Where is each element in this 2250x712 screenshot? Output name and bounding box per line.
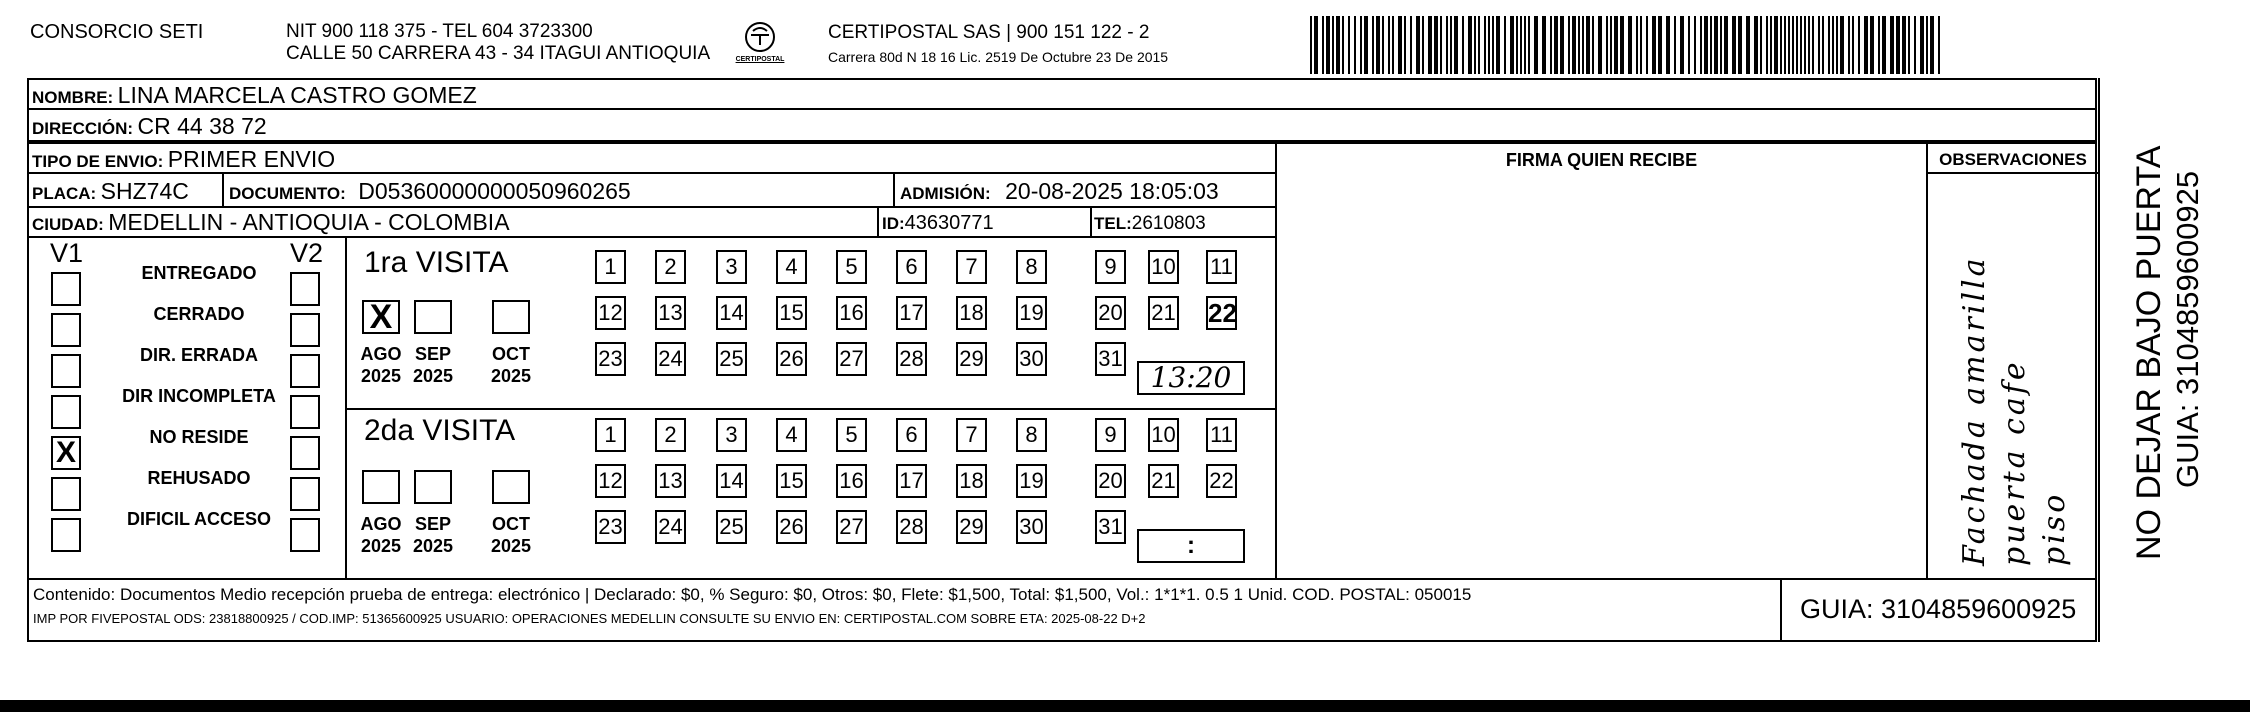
barcode-bar [1620,16,1624,74]
barcode-bar [1314,16,1318,74]
visit2-day-box[interactable]: 19 [1016,464,1047,498]
barcode-bar [1404,16,1406,74]
barcode-bar [1488,16,1490,74]
visit2-day-box[interactable]: 4 [776,418,807,452]
barcode-bar [1364,16,1368,74]
status-option-label: DIR. ERRADA [139,345,258,365]
visit2-day-box[interactable]: 31 [1095,510,1126,544]
visit2-day-box[interactable]: 24 [655,510,686,544]
barcode-bar [1732,16,1736,74]
barcode-bar [1474,16,1476,74]
barcode-bar [1710,16,1712,74]
visit2-day-box[interactable]: 8 [1016,418,1047,452]
barcode-bar [1812,16,1814,74]
row-line [1928,172,2100,174]
barcode-bar [1410,16,1412,74]
visit1-day-box[interactable]: 21 [1148,296,1179,330]
barcode-bar [1434,16,1438,74]
barcode-bar [1738,16,1742,74]
barcode-bar [1492,16,1494,74]
barcode-bar [1788,16,1790,74]
barcode-bar [1534,16,1538,74]
company-name: CONSORCIO SETI [30,21,204,43]
ciudad-label: CIUDAD: [32,215,104,234]
ciudad-value: MEDELLIN - ANTIOQUIA - COLOMBIA [108,209,510,235]
barcode-bar [1606,16,1608,74]
visit1-day-box[interactable]: 4 [776,250,807,284]
barcode-bar [1780,16,1782,74]
visit2-day-box[interactable]: 28 [896,510,927,544]
direccion-value: CR 44 38 72 [137,113,267,139]
barcode-bar [1484,16,1486,74]
visit2-day-box[interactable]: 29 [956,510,987,544]
visit1-day-box[interactable]: 6 [896,250,927,284]
barcode-bar [1550,16,1552,74]
barcode-bar [1416,16,1420,74]
visit1-day-box[interactable]: 13 [655,296,686,330]
barcode-bar [1582,16,1584,74]
barcode-bar [1714,16,1718,74]
status-option-label: NO RESIDE [149,427,249,447]
barcode-bar [1578,16,1580,74]
barcode-bar [1382,16,1384,74]
barcode-bar [1724,16,1728,74]
barcode-bar [1614,16,1618,74]
visit1-day-box[interactable]: 28 [896,342,927,376]
visit1-month-label [408,344,458,387]
visit1-day-box[interactable]: 2 [655,250,686,284]
barcode-bar [1882,16,1886,74]
barcode-bar [1852,16,1854,74]
barcode-bar [1398,16,1402,74]
signature-area[interactable] [1278,174,1924,576]
barcode-bar [1376,16,1380,74]
visit2-day-box[interactable]: 22 [1206,464,1237,498]
barcode-bar [1796,16,1798,74]
barcode-bar [1694,16,1696,74]
barcode-bar [1848,16,1850,74]
barcode-bar [1520,16,1522,74]
visit2-month-label [486,514,536,557]
barcode-bar [1446,16,1448,74]
visit1-month-name: SEP [414,344,452,364]
address-line: CALLE 50 CARRERA 43 - 34 ITAGUI ANTIOQUIA [286,43,711,64]
visit1-month-year: 2025 [490,365,532,386]
visit1-day-box[interactable]: 16 [836,296,867,330]
barcode-bar [1422,16,1424,74]
barcode-bar [1858,16,1860,74]
v1-checkbox[interactable] [51,272,81,306]
firma-label: FIRMA QUIEN RECIBE [1505,150,1698,170]
visit2-month-checkbox[interactable] [414,470,452,504]
barcode-bar [1746,16,1750,74]
visit2-month-name: OCT [492,514,530,534]
nombre-label: NOMBRE: [32,88,114,107]
status-option-label: CERRADO [153,304,245,324]
row-line [27,142,2097,144]
no-dejar-bajo-puerta: NO DEJAR BAJO PUERTA [2130,145,2168,560]
barcode-bar [1310,16,1312,74]
barcode-bar [1674,16,1676,74]
placa-label: PLACA: [32,184,97,203]
visit2-day-box[interactable]: 10 [1148,418,1179,452]
barcode-bar [1720,16,1722,74]
barcode-bar [1828,16,1830,74]
v2-label: V2 [290,238,324,268]
status-option-label: DIFICIL ACCESO [126,509,271,529]
visit2-month-year: 2025 [490,535,532,556]
col-line [345,236,347,578]
visit1-day-box[interactable]: 26 [776,342,807,376]
visit2-day-box[interactable]: 2 [655,418,686,452]
admision-value: 20-08-2025 18:05:03 [1005,178,1219,204]
barcode-bar [1568,16,1570,74]
side-guia: GUIA: 3104859600925 [2170,170,2205,488]
tipo-envio-value: PRIMER ENVIO [167,146,336,172]
barcode-bar [1792,16,1794,74]
barcode-bar [1360,16,1362,74]
visit1-month-name: AGO [360,344,402,364]
visit1-day-box[interactable]: 29 [956,342,987,376]
barcode-bar [1478,16,1480,74]
visit1-month-checkbox[interactable] [492,300,530,334]
barcode-bar [1914,16,1916,74]
visit1-day-box[interactable]: 23 [595,342,626,376]
visit1-day-box[interactable]: 17 [896,296,927,330]
barcode-bar [1646,16,1648,74]
v1-checkbox[interactable]: X [51,436,81,470]
footer-line1: Contenido: Documentos Medio recepción prueba de entrega: electrónico | Declarado: $0, % Seguro: $0, Otros: $0, Flete: $1,500, Total: $1,500, Vol.: 1*1*1. 0.5 1 Unid. COD. POSTAL: 050015 [33,585,1472,604]
row-line [27,236,1275,238]
visit1-day-box[interactable]: 20 [1095,296,1126,330]
status-option-label: REHUSADO [147,468,251,488]
barcode-bar [1496,16,1500,74]
visit2-month-label [408,514,458,557]
v2-checkbox[interactable] [290,436,320,470]
barcode-bar [1468,16,1472,74]
visit1-day-box[interactable]: 7 [956,250,987,284]
row-line [345,408,1275,410]
barcode-bar [1930,16,1934,74]
barcode-bar [1524,16,1526,74]
barcode-bar [1770,16,1772,74]
visit2-month-checkbox[interactable] [492,470,530,504]
visit1-day-box[interactable]: 9 [1095,250,1126,284]
v2-checkbox[interactable] [290,272,320,306]
col-line [1780,578,1782,642]
visit2-day-box[interactable]: 16 [836,464,867,498]
barcode-bar [1342,16,1344,74]
documento-row [229,180,631,203]
col-line [222,172,224,206]
barcode-bar [1332,16,1334,74]
barcode-bar [1680,16,1684,74]
visit2-month-label [356,514,406,557]
barcode [1310,16,1948,74]
visit1-day-box[interactable]: 14 [716,296,747,330]
visit1-day-box[interactable]: 25 [716,342,747,376]
barcode-bar [1658,16,1662,74]
v1-label: V1 [50,238,84,268]
tipo-envio-row [32,148,335,171]
visit2-month-name: AGO [360,514,402,534]
barcode-bar [1554,16,1558,74]
visit1-month-year: 2025 [412,365,454,386]
ciudad-row [32,211,510,234]
visit2-day-box[interactable]: 15 [776,464,807,498]
visit1-day-box[interactable]: 24 [655,342,686,376]
visit1-day-box[interactable]: 1 [595,250,626,284]
v2-checkbox[interactable] [290,354,320,388]
barcode-bar [1864,16,1868,74]
page-edge [0,700,2250,712]
v2-checkbox[interactable] [290,518,320,552]
barcode-bar [1808,16,1810,74]
barcode-bar [1450,16,1452,74]
barcode-bar [1666,16,1670,74]
visit2-time-value: : [1187,532,1195,559]
barcode-bar [1636,16,1638,74]
visit2-day-box[interactable]: 30 [1016,510,1047,544]
barcode-bar [1818,16,1820,74]
v1-checkbox[interactable] [51,395,81,429]
visit1-day-box[interactable]: 19 [1016,296,1047,330]
id-label: ID: [882,214,905,233]
observaciones-label: OBSERVACIONES [1939,150,2087,169]
visit1-time-value: 13:20 [1150,361,1232,394]
barcode-bar [1592,16,1594,74]
certipostal-logo [730,20,790,68]
barcode-bar [1902,16,1906,74]
visit1-day-box[interactable]: 12 [595,296,626,330]
col-line [1275,142,1277,578]
barcode-bar [1908,16,1910,74]
observacion-handwritten-line: Fachada amarilla [1957,255,1992,566]
nit-line: NIT 900 118 375 - TEL 604 3723300 [286,21,593,42]
visit2-day-box[interactable]: 18 [956,464,987,498]
placa-row [32,180,189,203]
barcode-bar [1688,16,1690,74]
id-value: 43630771 [904,212,994,234]
visit1-day-box-marked[interactable]: 22 [1208,298,1237,328]
tel-value: 2610803 [1131,213,1206,234]
barcode-bar [1840,16,1844,74]
barcode-bar [1784,16,1786,74]
barcode-bar [1428,16,1432,74]
col-line [1090,206,1092,236]
visit2-month-year: 2025 [412,535,454,556]
visit2-day-box[interactable]: 13 [655,464,686,498]
barcode-bar [1878,16,1880,74]
visit2-day-box[interactable]: 6 [896,418,927,452]
footer-guia: GUIA: 3104859600925 [1800,594,2077,624]
logo-text: CERTIPOSTAL [735,56,785,63]
barcode-bar [1504,16,1506,74]
footer-line [27,578,2097,580]
barcode-bar [1926,16,1928,74]
visit2-title: 2da VISITA [364,414,516,447]
barcode-bar [1454,16,1458,74]
visit1-day-box[interactable]: 31 [1095,342,1126,376]
barcode-bar [1938,16,1940,74]
barcode-bar [1628,16,1632,74]
id-row [882,213,994,233]
visit2-day-box[interactable]: 3 [716,418,747,452]
col-line [2098,78,2100,642]
barcode-bar [1800,16,1802,74]
barcode-bar [1354,16,1356,74]
visit2-day-box[interactable]: 21 [1148,464,1179,498]
admision-label: ADMISIÓN: [900,184,991,203]
barcode-bar [1462,16,1464,74]
tel-label: TEL: [1094,214,1132,233]
col-line [893,172,895,206]
col-line [1926,142,1928,578]
tipo-envio-label: TIPO DE ENVIO: [32,152,164,171]
row-line [27,108,2097,110]
v2-checkbox[interactable] [290,395,320,429]
visit1-month-checkbox[interactable] [414,300,452,334]
tel-row [1094,214,1206,233]
visit1-month-label [486,344,536,387]
documento-value: D05360000000050960265 [358,178,631,204]
visit2-month-checkbox[interactable] [362,470,400,504]
certipostal-line: CERTIPOSTAL SAS | 900 151 122 - 2 [828,22,1150,43]
col-line [877,206,879,236]
barcode-bar [1586,16,1590,74]
barcode-bar [1372,16,1374,74]
nombre-row [32,84,477,107]
visit2-day-box[interactable]: 23 [595,510,626,544]
visit2-day-box[interactable]: 1 [595,418,626,452]
visit1-day-box[interactable]: 10 [1148,250,1179,284]
barcode-bar [1610,16,1612,74]
barcode-bar [1510,16,1514,74]
v2-checkbox[interactable] [290,477,320,511]
visit2-day-box[interactable]: 5 [836,418,867,452]
v1-checkbox[interactable] [51,518,81,552]
visit1-day-box[interactable]: 8 [1016,250,1047,284]
visit1-day-box[interactable]: 15 [776,296,807,330]
visit2-day-box[interactable]: 20 [1095,464,1126,498]
observacion-handwritten-line: piso [2037,491,2072,566]
visit1-day-box[interactable]: 30 [1016,342,1047,376]
documento-label: DOCUMENTO: [229,184,346,203]
visit2-day-box[interactable]: 9 [1095,418,1126,452]
visit2-day-box[interactable]: 17 [896,464,927,498]
barcode-bar [1336,16,1340,74]
barcode-bar [1560,16,1564,74]
barcode-bar [1542,16,1546,74]
barcode-bar [1870,16,1874,74]
v1-checkbox[interactable] [51,477,81,511]
barcode-bar [1440,16,1442,74]
barcode-bar [1652,16,1656,74]
visit2-month-name: SEP [414,514,452,534]
observacion-handwritten-line: puerta cafe [1997,359,2032,566]
barcode-bar [1896,16,1900,74]
visit1-title: 1ra VISITA [364,246,509,279]
barcode-bar [1598,16,1602,74]
barcode-bar [1766,16,1768,74]
license-line: Carrera 80d N 18 16 Lic. 2519 De Octubre 23 De 2015 [828,49,1169,65]
barcode-bar [1774,16,1778,74]
visit2-day-box[interactable]: 11 [1206,418,1237,452]
barcode-bar [1528,16,1530,74]
barcode-bar [1572,16,1576,74]
visit2-day-box[interactable]: 7 [956,418,987,452]
placa-value: SHZ74C [100,178,189,204]
direccion-row [32,115,267,138]
v1-checkbox[interactable] [51,313,81,347]
nombre-value: LINA MARCELA CASTRO GOMEZ [117,82,477,108]
visit1-day-box[interactable]: 27 [836,342,867,376]
barcode-bar [1754,16,1758,74]
barcode-bar [1822,16,1824,74]
visit1-month-label [356,344,406,387]
visit1-day-box[interactable]: 5 [836,250,867,284]
barcode-bar [1388,16,1390,74]
barcode-bar [1760,16,1762,74]
barcode-bar [1836,16,1838,74]
row-line [27,206,1275,208]
barcode-bar [1322,16,1324,74]
status-option-label: ENTREGADO [141,263,257,283]
v2-checkbox[interactable] [290,313,320,347]
visit1-day-box[interactable]: 3 [716,250,747,284]
visit2-day-box[interactable]: 14 [716,464,747,498]
visit1-day-box[interactable]: 11 [1206,250,1237,284]
status-option-label: DIR INCOMPLETA [122,386,276,406]
barcode-bar [1348,16,1350,74]
visit1-month-name: OCT [492,344,530,364]
visit2-day-box[interactable]: 12 [595,464,626,498]
barcode-bar [1832,16,1834,74]
barcode-bar [1890,16,1894,74]
visit1-month-year: 2025 [360,365,402,386]
visit1-time-box[interactable] [1137,361,1245,395]
barcode-bar [1392,16,1394,74]
barcode-bar [1920,16,1924,74]
visit1-day-box[interactable]: 18 [956,296,987,330]
admision-row [900,180,1219,203]
visit2-day-box[interactable]: 27 [836,510,867,544]
visit2-day-box[interactable]: 26 [776,510,807,544]
row-line [27,172,1275,174]
barcode-bar [1704,16,1708,74]
barcode-bar [1516,16,1518,74]
barcode-bar [1804,16,1806,74]
visit2-day-box[interactable]: 25 [716,510,747,544]
barcode-bar [1326,16,1330,74]
footer-line2: IMP POR FIVEPOSTAL ODS: 23818800925 / COD.IMP: 51365600925 USUARIO: OPERACIONES MEDELLIN CONSULTE SU ENVIO EN: CERTIPOSTAL.COM SOBRE ETA: 2025-08-22 D+2 [33,611,1146,626]
visit1-month-checkbox[interactable]: X [362,300,400,334]
visit2-time-box[interactable] [1137,529,1245,563]
visit2-month-year: 2025 [360,535,402,556]
barcode-bar [1640,16,1642,74]
v1-checkbox[interactable] [51,354,81,388]
direccion-label: DIRECCIÓN: [32,119,134,138]
barcode-bar [1700,16,1702,74]
